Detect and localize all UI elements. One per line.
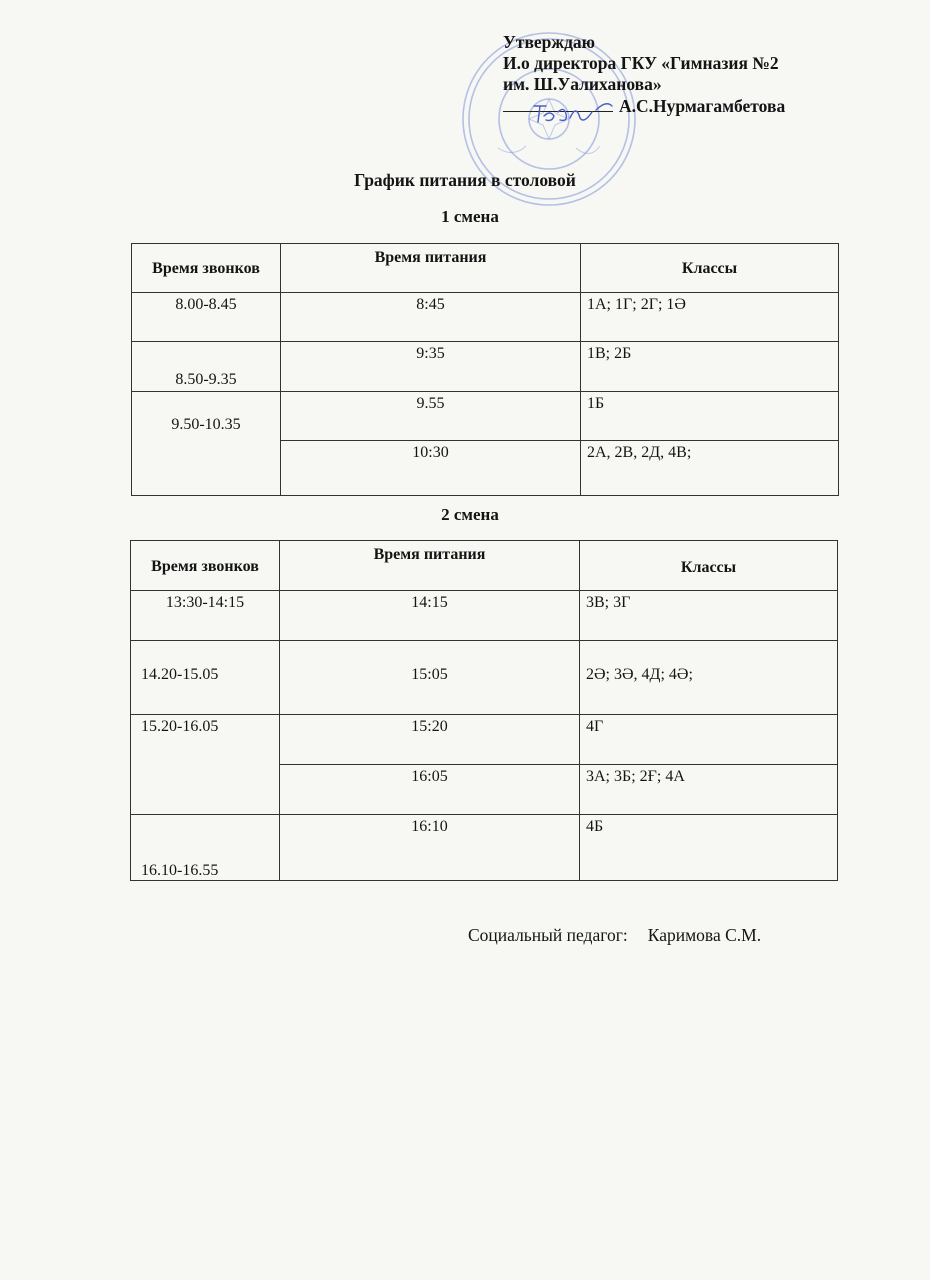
meal-time-cell: 10:30 <box>281 441 581 496</box>
meal-time-cell: 14:15 <box>280 591 580 641</box>
header-classes: Классы <box>580 541 838 591</box>
classes-cell: 1А; 1Г; 2Г; 1Ә <box>581 293 839 342</box>
bell-time-cell: 14.20-15.05 <box>131 641 280 715</box>
classes-cell: 1В; 2Б <box>581 342 839 392</box>
header-bell-time: Время звонков <box>132 244 281 293</box>
signature-icon <box>512 96 622 132</box>
bell-time-cell: 13:30-14:15 <box>131 591 280 641</box>
table-row <box>132 342 839 392</box>
header-bell-time: Время звонков <box>131 541 280 591</box>
footer-name: Каримова С.М. <box>647 925 762 945</box>
table-row <box>132 392 839 441</box>
header-meal-time: Время питания <box>281 244 581 293</box>
approval-heading: Утверждаю <box>503 32 596 52</box>
bell-time-cell: 8.00-8.45 <box>132 293 281 342</box>
footer-signature <box>468 925 761 946</box>
header-meal-time: Время питания <box>280 541 580 591</box>
header-classes: Классы <box>581 244 839 293</box>
bell-time-cell: 9.50-10.35 <box>132 392 281 496</box>
table-header-row <box>132 244 839 293</box>
shift2-title: 2 смена <box>441 505 499 524</box>
classes-cell: 1Б <box>581 392 839 441</box>
approval-org: им. Ш.Уалиханова» <box>503 74 662 94</box>
classes-cell: 2А, 2В, 2Д, 4В; <box>581 441 839 496</box>
bell-time-cell: 16.10-16.55 <box>131 815 280 881</box>
classes-cell: 3А; 3Б; 2Ғ; 4А <box>580 765 838 815</box>
bell-time-cell: 15.20-16.05 <box>131 715 280 815</box>
table-row <box>131 815 838 881</box>
document-title: График питания в столовой <box>354 170 576 190</box>
shift1-title: 1 смена <box>441 207 499 226</box>
approval-position: И.о директора ГКУ «Гимназия №2 <box>503 53 779 73</box>
meal-time-cell: 8:45 <box>281 293 581 342</box>
classes-cell: 3В; 3Г <box>580 591 838 641</box>
meal-time-cell: 16:10 <box>280 815 580 881</box>
table-row <box>132 293 839 342</box>
meal-time-cell: 15:20 <box>280 715 580 765</box>
shift1-table <box>131 243 839 496</box>
table-row <box>131 715 838 765</box>
classes-cell: 4Г <box>580 715 838 765</box>
table-header-row <box>131 541 838 591</box>
meal-time-cell: 16:05 <box>280 765 580 815</box>
classes-cell: 4Б <box>580 815 838 881</box>
meal-time-cell: 9:35 <box>281 342 581 392</box>
meal-time-cell: 15:05 <box>280 641 580 715</box>
classes-cell: 2Ә; 3Ә, 4Д; 4Ә; <box>580 641 838 715</box>
shift2-table <box>130 540 838 881</box>
table-row <box>131 591 838 641</box>
table-row <box>131 641 838 715</box>
footer-role: Социальный педагог: <box>468 925 628 945</box>
meal-time-cell: 9.55 <box>281 392 581 441</box>
bell-time-cell: 8.50-9.35 <box>132 342 281 392</box>
approval-signer: А.С.Нурмагамбетова <box>619 96 786 116</box>
